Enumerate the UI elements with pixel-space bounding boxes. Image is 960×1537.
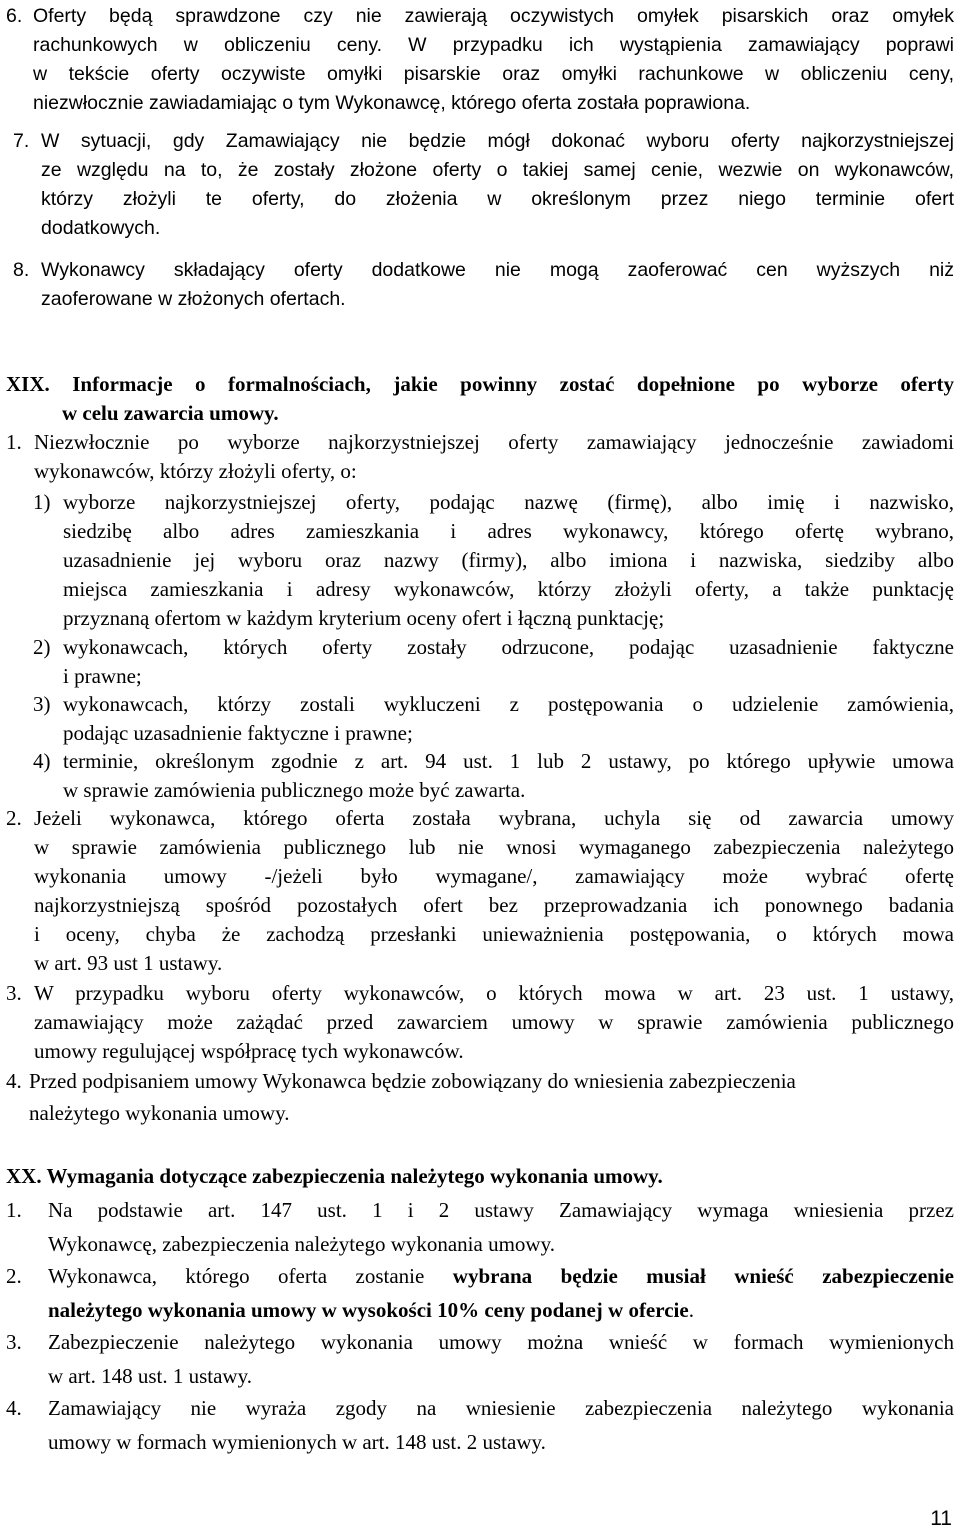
paragraph-number: 1. — [6, 430, 22, 454]
section-heading-xix — [6, 370, 954, 428]
text-line: najkorzystniejszą spośród pozostałych ofert bez przeprowadzania ich ponownego badania — [34, 893, 954, 917]
text-line: niezwłocznie zawiadamiając o tym Wykonawcę, którego oferta została poprawiona. — [33, 92, 751, 114]
text-line: dodatkowych. — [41, 217, 161, 239]
text-line: w art. 93 ust 1 ustawy. — [34, 951, 223, 975]
paragraph-number: 3. — [6, 981, 22, 1005]
text-line: przyznaną ofertom w każdym kryterium oceny ofert i łączną punktację; — [63, 606, 665, 630]
text-line: zamawiający może zażądać przed zawarciem umowy w sprawie zamówienia publicznego — [34, 1010, 954, 1034]
paragraph-number: 1. — [6, 1198, 22, 1222]
section-heading-xx — [6, 1162, 954, 1191]
text-line: i prawne; — [63, 664, 142, 688]
xix-paragraph-1 — [6, 428, 954, 486]
xx-paragraph-2 — [6, 1259, 954, 1327]
text-line: wykonawcach, których oferty zostały odrzucone, podając uzasadnienie faktyczne — [63, 635, 954, 659]
subitem-number: 3) — [33, 692, 51, 716]
xx-paragraph-3 — [6, 1325, 954, 1393]
heading-line: w celu zawarcia umowy. — [62, 401, 279, 425]
xix-subitem-4 — [33, 747, 954, 805]
text-line: Przed podpisaniem umowy Wykonawca będzie zobowiązany do wniesienia zabezpieczenia — [29, 1069, 796, 1093]
xix-paragraph-2 — [6, 804, 954, 978]
xix-subitem-1 — [33, 488, 954, 633]
text-run: Wykonawca, którego oferta zostanie — [48, 1264, 453, 1288]
text-line: w sprawie zamówienia publicznego lub nie wnosi wymaganego zabezpieczenia należytego — [34, 835, 954, 859]
paragraph-number: 7. — [13, 130, 30, 152]
text-line: ze względu na to, że zostały złożone oferty o takiej samej cenie, wezwie on wykonawców, — [41, 159, 954, 181]
bold-text-run: należytego wykonania umowy w wysokości 10% ceny podanej w ofercie — [48, 1298, 689, 1322]
text-line: W przypadku wyboru oferty wykonawców, o których mowa w art. 23 ust. 1 ustawy, — [34, 981, 954, 1005]
paragraph-7 — [13, 127, 954, 243]
xix-paragraph-4 — [6, 1067, 954, 1128]
subitem-number: 1) — [33, 490, 51, 514]
paragraph-6 — [6, 2, 954, 118]
text-line: uzasadnienie jej wyboru oraz nazwy (firmy), albo imiona i nazwiska, siedziby albo — [63, 548, 954, 572]
text-run: . — [688, 1298, 694, 1322]
paragraph-number: 2. — [6, 1264, 22, 1288]
text-line: wykonania umowy -/jeżeli było wymagane/, zamawiający może wybrać ofertę — [34, 864, 954, 888]
text-line: Zabezpieczenie należytego wykonania umowy można wnieść w formach wymienionych — [48, 1330, 954, 1354]
text-line: Niezwłocznie po wyborze najkorzystniejszej oferty zamawiający jednocześnie zawiadomi — [34, 430, 954, 454]
text-line: Na podstawie art. 147 ust. 1 i 2 ustawy Zamawiający wymaga wniesienia przez — [48, 1198, 954, 1222]
heading-line: XX. Wymagania dotyczące zabezpieczenia należytego wykonania umowy. — [6, 1164, 663, 1188]
paragraph-number: 4. — [6, 1069, 22, 1093]
xx-paragraph-4 — [6, 1391, 954, 1459]
text-line: umowy w formach wymienionych w art. 148 ust. 2 ustawy. — [48, 1430, 546, 1454]
xix-subitem-3 — [33, 690, 954, 748]
text-line: Oferty będą sprawdzone czy nie zawierają oczywistych omyłek pisarskich oraz omyłek — [33, 5, 954, 27]
subitem-number: 4) — [33, 749, 51, 773]
text-line: podając uzasadnienie faktyczne i prawne; — [63, 721, 413, 745]
text-line: wykonawcach, którzy zostali wykluczeni z postępowania o udzielenie zamówienia, — [63, 692, 954, 716]
text-line: miejsca zamieszkania i adresy wykonawców, którzy złożyli oferty, a także punktację — [63, 577, 954, 601]
text-line: umowy regulującej współpracę tych wykonawców. — [34, 1039, 464, 1063]
xix-subitem-2 — [33, 633, 954, 691]
text-line: Wykonawcę, zabezpieczenia należytego wykonania umowy. — [48, 1232, 555, 1256]
text-line — [48, 1293, 954, 1327]
text-line: W sytuacji, gdy Zamawiający nie będzie mógł dokonać wyboru oferty najkorzystniejszej — [41, 130, 954, 152]
text-line: wyborze najkorzystniejszej oferty, podając nazwę (firmę), albo imię i nazwisko, — [63, 490, 954, 514]
text-line: wykonawców, którzy złożyli oferty, o: — [34, 459, 357, 483]
text-line: Jeżeli wykonawca, którego oferta została wybrana, uchyla się od zawarcia umowy — [34, 806, 954, 830]
text-line: terminie, określonym zgodnie z art. 94 ust. 1 lub 2 ustawy, po którego upływie umowa — [63, 749, 954, 773]
text-line: w tekście oferty oczywiste omyłki pisarskie oraz omyłki rachunkowe w obliczeniu ceny, — [33, 63, 954, 85]
page-number: 11 — [930, 1507, 952, 1530]
xx-paragraph-1 — [6, 1193, 954, 1261]
text-line: i oceny, chyba że zachodzą przesłanki unieważnienia postępowania, o których mowa — [34, 922, 954, 946]
text-line: w art. 148 ust. 1 ustawy. — [48, 1364, 252, 1388]
text-line: Zamawiający nie wyraża zgody na wniesienie zabezpieczenia należytego wykonania — [48, 1396, 954, 1420]
text-line: rachunkowych w obliczeniu ceny. W przypadku ich wystąpienia zamawiający poprawi — [33, 34, 954, 56]
paragraph-number: 2. — [6, 806, 22, 830]
paragraph-number: 8. — [13, 259, 30, 281]
subitem-number: 2) — [33, 635, 51, 659]
text-line: Wykonawcy składający oferty dodatkowe nie mogą zaoferować cen wyższych niż — [41, 259, 954, 281]
text-line — [48, 1259, 954, 1293]
paragraph-number: 6. — [6, 5, 23, 27]
paragraph-number: 3. — [6, 1330, 22, 1354]
paragraph-8 — [13, 256, 954, 314]
text-line: siedzibę albo adres zamieszkania i adres wykonawcy, którego ofertę wybrano, — [63, 519, 954, 543]
text-line: należytego wykonania umowy. — [29, 1101, 290, 1125]
text-line: którzy złożyli te oferty, do złożenia w określonym przez niego terminie ofert — [41, 188, 954, 210]
xix-paragraph-3 — [6, 979, 954, 1066]
text-line: w sprawie zamówienia publicznego może być zawarta. — [63, 778, 526, 802]
text-line: zaoferowane w złożonych ofertach. — [41, 288, 346, 310]
bold-text-run: wybrana będzie musiał wnieść zabezpieczenie — [452, 1264, 955, 1288]
heading-line: XIX. Informacje o formalnościach, jakie powinny zostać dopełnione po wyborze oferty — [6, 372, 954, 396]
paragraph-number: 4. — [6, 1396, 22, 1420]
